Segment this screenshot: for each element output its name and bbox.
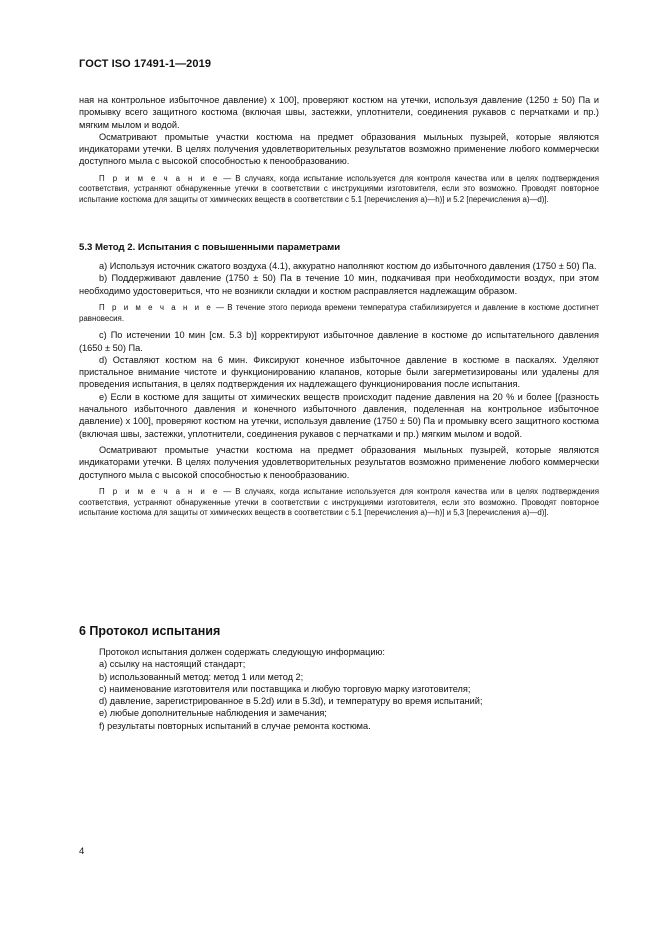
section-5-3	[79, 242, 599, 519]
list-item: с) наименование изготовителя или поставщика и любую торговую марку изготовителя;	[99, 683, 471, 694]
note-2	[79, 303, 599, 324]
note-text: — В случаях, когда испытание используется для контроля качества или в целях подтверждения соответствия, устраняют обнаруженные утечки в соответствии с инструкциями изготовителя, если это возможно. Проводят повторное испытание костюма для защиты от химических веществ в соответствии с 5.1 [перечисления а)—h)] и 5,3 [перечисления а)—d)].	[79, 486, 599, 518]
section-6-heading: 6 Протокол испытания	[79, 624, 221, 638]
list-item: b) использованный метод: метод 1 или метод 2;	[99, 671, 304, 682]
page-number: 4	[79, 846, 85, 857]
note-3	[79, 487, 599, 519]
item-c: с) По истечении 10 мин [см. 5.3 b)] корректируют избыточное давление в костюме до испытательного давления (1650 ± 50) Па.	[79, 330, 599, 353]
paragraph-soap: Осматривают промытые участки костюма на предмет образования мыльных пузырей, которые являются индикаторами утечки. В целях получения удовлетворительных результатов возможно применение любого коммерчески доступного мыла с высокой способностью к пенообразованию.	[79, 131, 599, 167]
report-list	[79, 646, 599, 732]
note-1	[79, 174, 599, 206]
paragraph-continuation: ная на контрольное избыточное давление) x 100], проверяют костюм на утечки, используя давление (1250 ± 50) Па и промывку всего защитного костюма (включая швы, застежки, уплотнители, соединения рукавов с перчатками и пр.) мягким мылом и водой.	[79, 95, 599, 130]
note-label: П р и м е ч а н и е	[99, 486, 220, 496]
list-item: d) давление, зарегистрированное в 5.2d) или в 5.3d), и температуру во время испытаний;	[99, 696, 483, 707]
report-intro: Протокол испытания должен содержать следующую информацию:	[99, 647, 385, 657]
continuation-block	[79, 94, 599, 206]
note-text: — В случаях, когда испытание используется для контроля качества или в целях подтверждения соответствия, устраняют обнаруженные утечки в соответствии с инструкциями изготовителя, если это возможно. Проводят повторное испытание костюма для защиты от химических веществ в соответствии с 5.1 [перечисления а)—h)] и 5.2 [перечисления а)—d)].	[79, 173, 599, 205]
list-item: е) любые дополнительные наблюдения и замечания;	[99, 708, 327, 719]
note-text: — В течение этого периода времени температура стабилизируется и давление в костюме достигнет равновесия.	[79, 302, 599, 323]
section-5-3-heading: 5.3 Метод 2. Испытания с повышенными параметрами	[79, 242, 341, 253]
item-a: а) Используя источник сжатого воздуха (4.1), аккуратно наполняют костюм до избыточного давления (1750 ± 50) Па.	[99, 261, 597, 271]
paragraph-soap-2: Осматривают промытые участки костюма на предмет образования мыльных пузырей, которые являются индикаторами утечки. В целях получения удовлетворительных результатов возможно применение любого коммерчески доступного мыла с высокой способностью к пенообразованию.	[79, 444, 599, 480]
list-item: а) ссылку на настоящий стандарт;	[99, 659, 246, 670]
document-header: ГОСТ ISO 17491-1—2019	[79, 58, 212, 70]
item-b: b) Поддерживают давление (1750 ± 50) Па в течение 10 мин, подкачивая при необходимости воздух, при этом необходимо удостовериться, что не возникли складки и костюм расправляется надлежащим образом.	[79, 273, 599, 296]
note-label: П р и м е ч а н и е	[99, 173, 220, 183]
item-e: е) Если в костюме для защиты от химических веществ происходит падение давления на 20 % и более [(разность начального избыточного давления и конечного избыточного давления, поделенная на контрольное избыточное давление) x 100], проверяют костюм на утечки, используя давление (1750 ± 50) Па и промывку всего защитного костюма (включая швы, застежки, уплотнители, соединения рукавов с перчатками и пр.) мягким мылом и водой.	[79, 391, 599, 439]
note-label: П р и м е ч а н и е	[99, 302, 213, 312]
item-d: d) Оставляют костюм на 6 мин. Фиксируют конечное избыточное давление в костюме в паскалях. Уделяют пристальное внимание чистоте и функционированию клапанов, которые были загерметизированы или удалены для проведения испытания, в целях подтверждения их надлежащего функционирования после испытания.	[79, 354, 599, 390]
list-item: f) результаты повторных испытаний в случае ремонта костюма.	[99, 720, 371, 731]
section-6	[79, 624, 599, 732]
